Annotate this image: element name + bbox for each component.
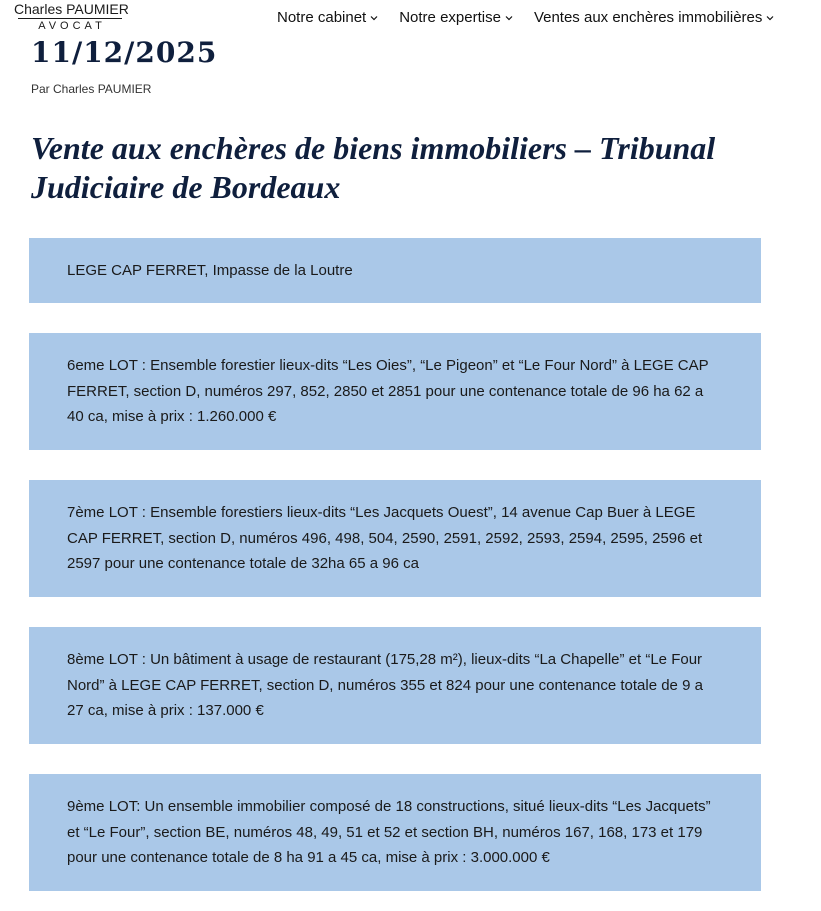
chevron-down-icon <box>765 13 775 23</box>
lot-item-8 <box>29 627 761 744</box>
lot-text: 8ème LOT : Un bâtiment à usage de restaurant (175,28 m²), lieux-dits “La Chapelle” et “Le Four Nord” à LEGE CAP FERRET, section D, numéros 355 et 824 pour une contenance totale de 9 a 27 ca, mise à prix : 137.000 € <box>67 651 703 720</box>
nav-item-expertise[interactable] <box>399 9 514 26</box>
lot-item-location <box>29 238 761 303</box>
logo-subtitle: AVOCAT <box>38 20 106 32</box>
nav-item-cabinet[interactable] <box>277 9 379 26</box>
chevron-down-icon <box>369 13 379 23</box>
nav-item-label: Notre expertise <box>399 9 501 26</box>
main-nav <box>277 9 775 26</box>
nav-item-label: Notre cabinet <box>277 9 367 26</box>
lot-text: 6eme LOT : Ensemble forestier lieux-dits “Les Oies”, “Le Pigeon” et “Le Four Nord” à LEGE CAP FERRET, section D, numéros 297, 852, 2850 et 2851 pour une contenance totale de 96 ha 62 a 40 ca, mise à prix : 1.260.000 € <box>67 357 709 426</box>
nav-item-label: Ventes aux enchères immobilières <box>533 9 763 26</box>
lot-text: LEGE CAP FERRET, Impasse de la Loutre <box>67 261 353 279</box>
post-author: Par Charles PAUMIER <box>31 82 152 96</box>
nav-item-ventes[interactable] <box>534 9 775 26</box>
page-title: Vente aux enchères de biens immobiliers – Tribunal Judiciaire de Bordeaux <box>31 130 716 205</box>
lot-item-9 <box>29 774 761 891</box>
lot-text: 9ème LOT: Un ensemble immobilier composé de 18 constructions, situé lieux-dits “Les Jacquets” et “Le Four”, section BE, numéros 48, 49, 51 et 52 et section BH, numéros 167, 168, 173 et 179 pour une contenance totale de 8 ha 91 a 45 ca, mise à prix : 3.000.000 € <box>67 798 711 867</box>
post-date: 11/12/2025 <box>31 36 218 69</box>
lot-item-6 <box>29 333 761 450</box>
lot-text: 7ème LOT : Ensemble forestiers lieux-dits “Les Jacquets Ouest”, 14 avenue Cap Buer à LEGE CAP FERRET, section D, numéros 496, 498, 504, 2590, 2591, 2592, 2593, 2594, 2595, 2596 et 2597 pour une contenance totale de 32ha 65 a 96 ca <box>67 504 703 573</box>
lot-item-7 <box>29 480 761 597</box>
site-logo[interactable] <box>14 1 129 33</box>
logo-divider <box>18 18 122 19</box>
chevron-down-icon <box>504 13 514 23</box>
logo-name: Charles PAUMIER <box>14 1 129 17</box>
lot-list <box>29 238 761 891</box>
